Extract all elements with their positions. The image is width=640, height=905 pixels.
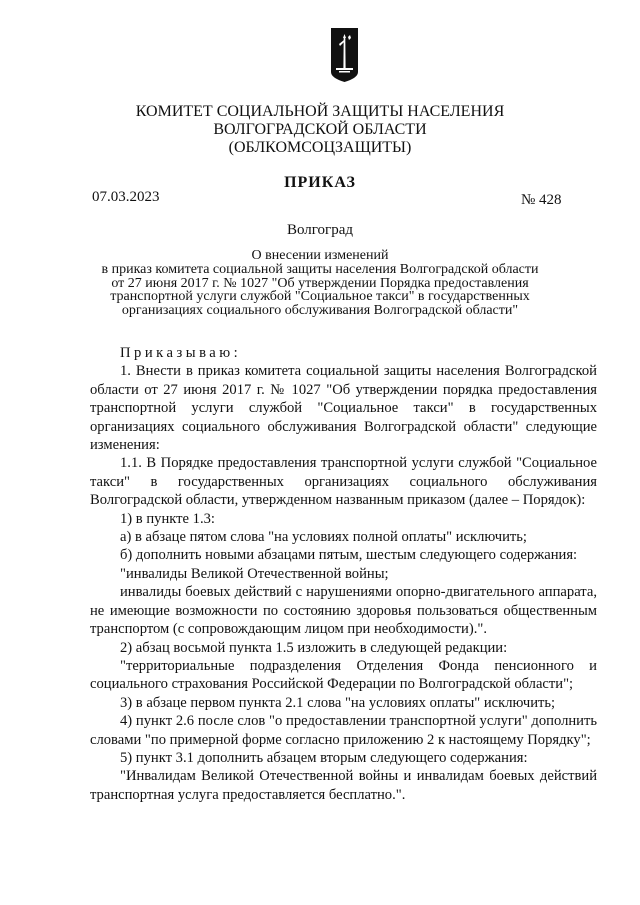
subject-line: от 27 июня 2017 г. № 1027 "Об утверждении Порядка предоставления: [111, 275, 529, 291]
order-lead: Приказываю:: [120, 345, 242, 361]
subject-line: в приказ комитета социальной защиты населения Волгоградской области: [101, 261, 539, 277]
document-subject: [100, 249, 540, 318]
organization-header: [0, 103, 640, 157]
document-type: ПРИКАЗ: [284, 174, 356, 191]
paragraph-sub-2: 2) абзац восьмой пункта 1.5 изложить в следующей редакции:: [120, 639, 508, 656]
paragraph-quote-3: "территориальные подразделения Отделения Фонда пенсионного и социального страхования Российской Федерации по Волгоградской области";: [90, 657, 597, 693]
paragraph-1-1: 1.1. В Порядке предоставления транспортной услуги службой "Социальное такси" в государственных организациях социального обслуживания Волгоградской области, утвержденном названным приказом (далее – Порядок):: [90, 455, 597, 509]
paragraph-quote-1: "инвалиды Великой Отечественной войны;: [120, 565, 389, 582]
header-line-1: КОМИТЕТ СОЦИАЛЬНОЙ ЗАЩИТЫ НАСЕЛЕНИЯ: [135, 103, 505, 120]
paragraph-quote-2: инвалиды боевых действий с нарушениями опорно-двигательного аппарата, не имеющие возможности по состоянию здоровья пользоваться общественным транспортом (с сопровождающим лицом при необходимости).".: [90, 584, 597, 638]
paragraph-sub-a: а) в абзаце пятом слова "на условиях полной оплаты" исключить;: [120, 529, 527, 546]
document-body: [90, 344, 597, 804]
paragraph-sub-5: 5) пункт 3.1 дополнить абзацем вторым следующего содержания:: [120, 749, 528, 766]
header-line-2: ВОЛГОГРАДСКОЙ ОБЛАСТИ: [213, 121, 427, 138]
paragraph-1: 1. Внести в приказ комитета социальной защиты населения Волгоградской области от 27 июня 2017 г. № 1027 "Об утверждении порядка предоставления транспортной услуги службой "Социальное такси" в государственных организациях социального обслуживания Волгоградской области" следующие изменения:: [90, 363, 597, 454]
document-number: № 428: [521, 192, 562, 208]
subject-line: транспортной услуги службой "Социальное такси" в государственных: [110, 289, 530, 305]
document-date: 07.03.2023: [92, 189, 160, 205]
paragraph-sub-3: 3) в абзаце первом пункта 2.1 слова "на условиях оплаты" исключить;: [120, 694, 556, 711]
document-city: Волгоград: [286, 222, 353, 238]
paragraph-quote-4: "Инвалидам Великой Отечественной войны и инвалидам боевых действий транспортная услуга предоставляется бесплатно.".: [90, 768, 597, 803]
coat-of-arms-emblem: [331, 28, 358, 82]
subject-line: организациях социального обслуживания Волгоградской области": [121, 303, 519, 319]
header-line-3: (ОБЛКОМСОЦЗАЩИТЫ): [228, 139, 412, 156]
paragraph-sub-4: 4) пункт 2.6 после слов "о предоставлении транспортной услуги" дополнить словами "по примерной форме согласно приложению 2 к настоящему Порядку";: [90, 713, 597, 748]
paragraph-sub-1: 1) в пункте 1.3:: [120, 510, 215, 527]
subject-line: О внесении изменений: [251, 248, 389, 263]
paragraph-sub-b: б) дополнить новыми абзацами пятым, шестым следующего содержания:: [120, 547, 578, 564]
